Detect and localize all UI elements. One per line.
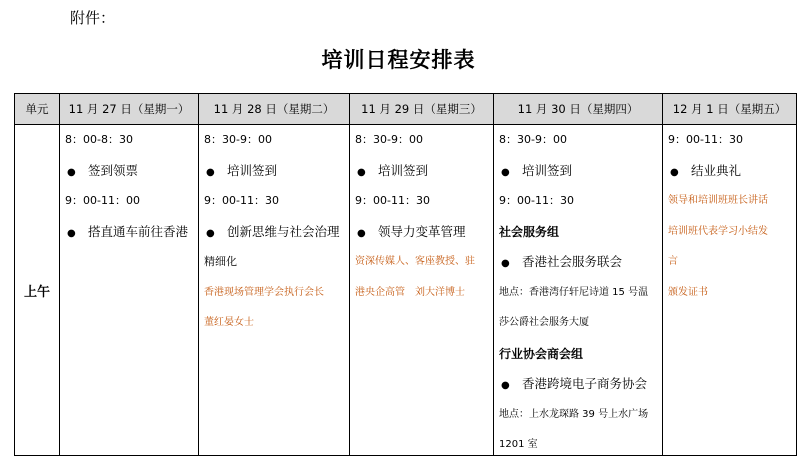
speaker-note: 资深传媒人、客座教授、驻	[355, 256, 475, 267]
time-slot: 9：00-11：30	[499, 194, 574, 207]
bullet-icon: ●	[501, 258, 510, 269]
speaker-note: 港央企高管 刘大洋博士	[355, 286, 465, 298]
schedule-item	[355, 156, 489, 187]
day-header-5: 12 月 1 日（星期五）	[663, 94, 797, 125]
bullet-icon: ●	[206, 227, 215, 239]
schedule-item-text: 精细化	[204, 255, 237, 268]
speaker-note: 培训班代表学习小结发	[668, 225, 768, 237]
group-heading: 社会服务组	[499, 224, 560, 239]
schedule-item	[204, 156, 345, 187]
schedule-item-text: 搭直通车前往香港	[88, 223, 189, 239]
location-text: 地点：香港湾仔轩尼诗道 15 号温	[499, 286, 649, 298]
location-text: 1201 室	[499, 439, 538, 450]
speaker-note: 香港现场管理学会执行会长	[204, 286, 324, 298]
schedule-item-text: 培训签到	[522, 162, 573, 178]
schedule-item-text: 创新思维与社会治理	[227, 223, 340, 239]
group-heading: 行业协会商会组	[499, 346, 584, 361]
bullet-icon: ●	[67, 166, 76, 178]
time-slot: 9：00-11：00	[65, 194, 140, 207]
schedule-item	[499, 156, 658, 187]
time-slot: 8：30-9：00	[499, 133, 567, 146]
schedule-item	[499, 247, 658, 278]
bullet-icon: ●	[206, 166, 215, 178]
bullet-icon: ●	[357, 166, 366, 178]
time-slot: 9：00-11：30	[204, 194, 279, 207]
day-cell-4	[494, 125, 663, 456]
schedule-item	[65, 217, 194, 248]
bullet-icon: ●	[501, 166, 510, 178]
bullet-icon: ●	[670, 166, 679, 178]
speaker-note: 领导和培训班班长讲话	[668, 195, 768, 206]
time-slot: 9：00-11：30	[355, 194, 430, 207]
header-row	[15, 94, 797, 125]
speaker-note: 颁发证书	[668, 286, 708, 298]
schedule-item-text: 香港跨境电子商务协会	[522, 376, 648, 391]
schedule-item-text: 香港社会服务联会	[522, 254, 623, 269]
schedule-item	[668, 156, 792, 187]
day-cell-2	[199, 125, 350, 456]
location-text: 地点：上水龙琛路 39 号上水广场	[499, 408, 649, 420]
bullet-icon: ●	[67, 227, 76, 239]
day-header-4: 11 月 30 日（星期四）	[494, 94, 663, 125]
schedule-item	[355, 217, 489, 248]
day-cell-1	[60, 125, 199, 456]
day-cell-3	[350, 125, 494, 456]
schedule-item-text: 签到领票	[88, 162, 139, 178]
day-cell-5	[663, 125, 797, 456]
unit-header: 单元	[15, 94, 60, 125]
speaker-note: 言	[668, 256, 678, 267]
schedule-item	[499, 369, 658, 400]
document-title: 培训日程安排表	[321, 47, 476, 72]
day-header-2: 11 月 28 日（星期二）	[199, 94, 350, 125]
schedule-item	[204, 217, 345, 248]
time-slot: 8：30-9：00	[204, 133, 272, 146]
time-slot: 9：00-11：30	[668, 133, 743, 146]
attachment-label: 附件：	[70, 9, 116, 27]
morning-row	[15, 125, 797, 456]
schedule-item-text: 结业典礼	[691, 162, 742, 178]
bullet-icon: ●	[357, 227, 366, 239]
schedule-item	[65, 156, 194, 187]
day-header-3: 11 月 29 日（星期三）	[350, 94, 494, 125]
schedule-item-text: 领导力变革管理	[378, 223, 466, 239]
schedule-item-text: 培训签到	[378, 162, 429, 178]
session-label: 上午	[15, 125, 60, 456]
day-header-1: 11 月 27 日（星期一）	[60, 94, 199, 125]
time-slot: 8：00-8：30	[65, 133, 133, 146]
speaker-note: 董红晏女士	[204, 317, 254, 328]
time-slot: 8：30-9：00	[355, 133, 423, 146]
location-text: 莎公爵社会服务大厦	[499, 317, 589, 328]
schedule-table	[14, 93, 797, 456]
bullet-icon: ●	[501, 380, 510, 391]
schedule-item-text: 培训签到	[227, 162, 278, 178]
